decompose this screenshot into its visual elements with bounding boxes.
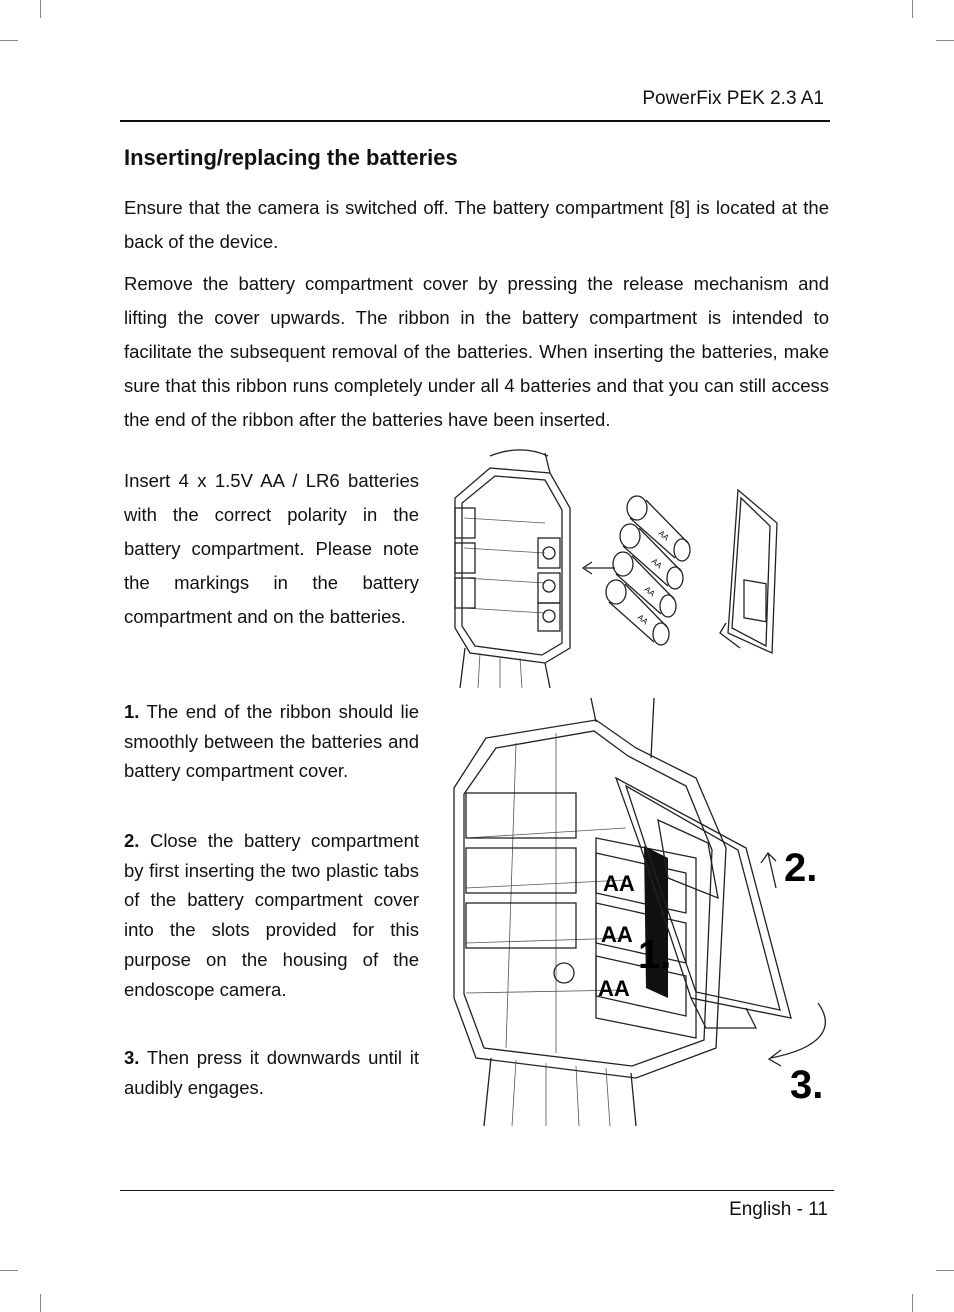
crop-mark [0, 1270, 18, 1271]
crop-mark [40, 1294, 41, 1312]
battery-label: AA [601, 922, 633, 947]
battery-label: AA [656, 528, 671, 543]
step-text: The end of the ribbon should lie smoothly between the batteries and battery compartment cover. [124, 701, 419, 782]
aa-battery [596, 853, 686, 913]
crop-mark [40, 0, 41, 18]
step-text: Close the battery compartment by first inserting the two plastic tabs of the battery compartment cover into the slots provided for this purpose on the housing of the endoscope camera. [124, 830, 420, 1000]
step-marker-1: 1. [638, 933, 672, 977]
step-2 [124, 826, 419, 1004]
step-1 [124, 697, 419, 786]
header-rule [120, 120, 830, 122]
step-text: Then press it downwards until it audibly engages. [124, 1047, 419, 1098]
aa-battery [627, 496, 690, 561]
page-number: English - 11 [729, 1199, 828, 1220]
battery-label: AA [603, 871, 635, 896]
battery-label: AA [649, 556, 664, 571]
paragraph-switch-off: Ensure that the camera is switched off. The battery compartment [8] is located at the back of the device. [124, 197, 829, 252]
crop-mark [912, 0, 913, 18]
crop-mark [936, 1270, 954, 1271]
battery-cover [720, 490, 777, 653]
paragraph-remove-cover: Remove the battery compartment cover by pressing the release mechanism and lifting the cover upwards. The ribbon in the battery compartment is intended to facilitate the subsequent removal of the batteries. When inserting the batteries, make sure that this ribbon runs completely under all 4 batteries and that you can still access the end of the ribbon after the batteries have been inserted. [124, 273, 829, 430]
battery-cover-closing-illustration [446, 698, 834, 1126]
header-product: PowerFix PEK 2.3 A1 [642, 88, 824, 109]
paragraph-insert-batteries: Insert 4 x 1.5V AA / LR6 batteries with the correct polarity in the battery compartment. Please note the markings in the battery compartment and on the batteries. [124, 470, 419, 627]
step-number: 3. [124, 1047, 140, 1068]
step-number: 2. [124, 830, 140, 851]
step-3 [124, 1043, 419, 1102]
crop-mark [912, 1294, 913, 1312]
section-title: Inserting/replacing the batteries [124, 145, 458, 170]
step-marker-3: 3. [790, 1063, 824, 1107]
crop-mark [936, 40, 954, 41]
crop-mark [0, 40, 18, 41]
footer-rule [120, 1190, 834, 1191]
battery-label: AA [635, 612, 650, 627]
battery-insertion-illustration [450, 448, 780, 688]
step-number: 1. [124, 701, 140, 722]
step-marker-2: 2. [784, 846, 818, 890]
battery-label: AA [598, 976, 630, 1001]
battery-label: AA [642, 584, 657, 599]
